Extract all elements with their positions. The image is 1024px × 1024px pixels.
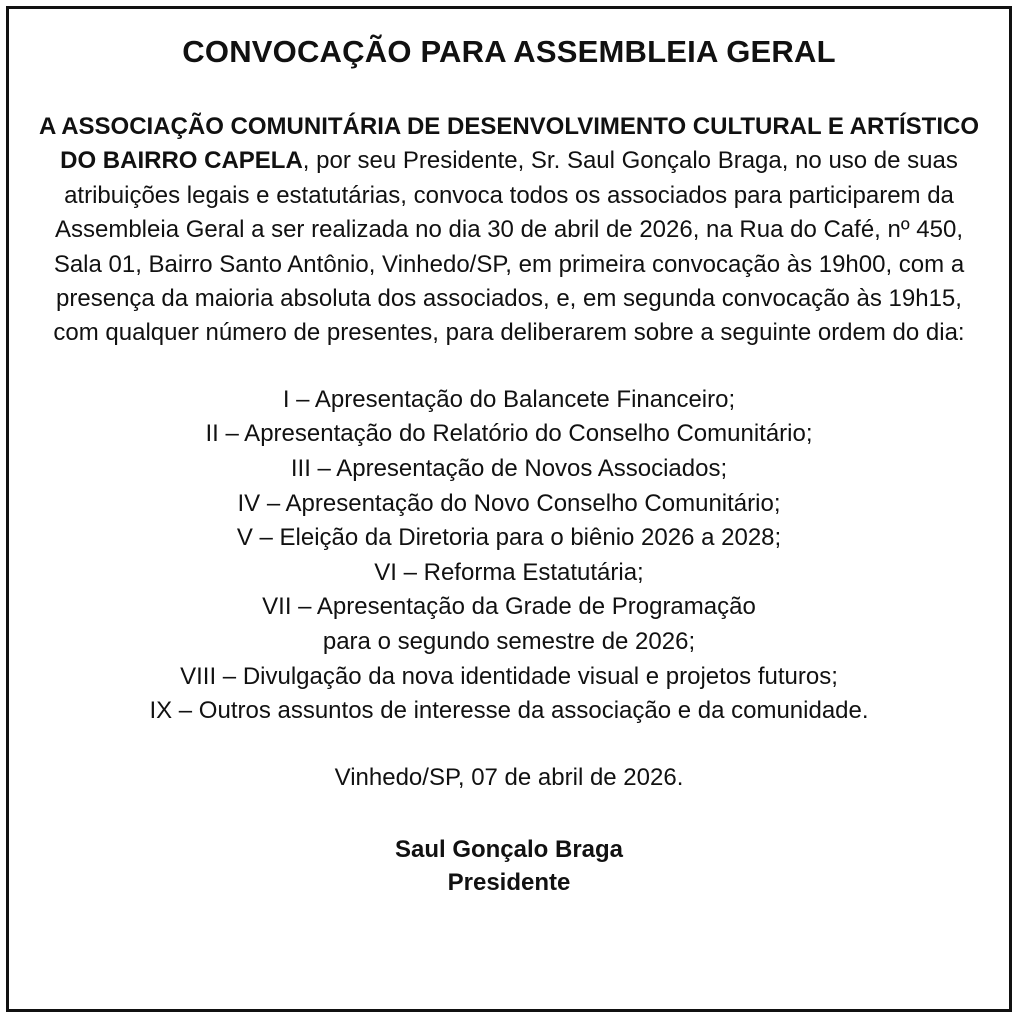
signatory-name: Saul Gonçalo Braga	[394, 835, 624, 863]
document-title: CONVOCAÇÃO PARA ASSEMBLEIA GERAL	[182, 34, 836, 69]
agenda-item: IX – Outros assuntos de interesse da associação e da comunidade.	[149, 697, 869, 725]
signatory-role: Presidente	[447, 868, 571, 896]
agenda-item-line: VII – Apresentação da Grade de Programação	[262, 593, 756, 621]
signature-block	[34, 833, 984, 899]
agenda-item: VI – Reforma Estatutária;	[374, 558, 644, 586]
intro-paragraph	[34, 110, 984, 351]
organization-name: A ASSOCIAÇÃO COMUNITÁRIA DE DESENVOLVIMENTO CULTURAL E ARTÍSTICO DO BAIRRO CAPELA	[38, 113, 980, 175]
intro-text: , por seu Presidente, Sr. Saul Gonçalo Braga, no uso de suas atribuições legais e estatutárias, convoca todos os associados para participarem da Assembleia Geral a ser realizada no dia 30 de abril de 2026, na Rua do Café, nº 450, Sala 01, Bairro Santo Antônio, Vinhedo/SP, em primeira convocação às 19h00, com a presença da maioria absoluta dos associados, e, em segunda convocação às 19h15, com qualquer número de presentes, para deliberarem sobre a seguinte ordem do dia:	[53, 147, 965, 347]
place-date: Vinhedo/SP, 07 de abril de 2026.	[334, 763, 684, 791]
agenda-item-line: para o segundo semestre de 2026;	[322, 628, 696, 655]
agenda-item: III – Apresentação de Novos Associados;	[290, 455, 728, 483]
agenda-item	[34, 590, 984, 659]
agenda-item: IV – Apresentação do Novo Conselho Comunitário;	[237, 489, 781, 517]
convocation-document	[6, 6, 1012, 1012]
agenda-item: V – Eleição da Diretoria para o biênio 2026 a 2028;	[236, 524, 782, 552]
agenda-item: I – Apresentação do Balancete Financeiro;	[282, 385, 736, 413]
agenda-item: VIII – Divulgação da nova identidade visual e projetos futuros;	[180, 662, 838, 690]
agenda-list	[34, 383, 984, 729]
agenda-item: II – Apresentação do Relatório do Conselho Comunitário;	[205, 420, 813, 448]
